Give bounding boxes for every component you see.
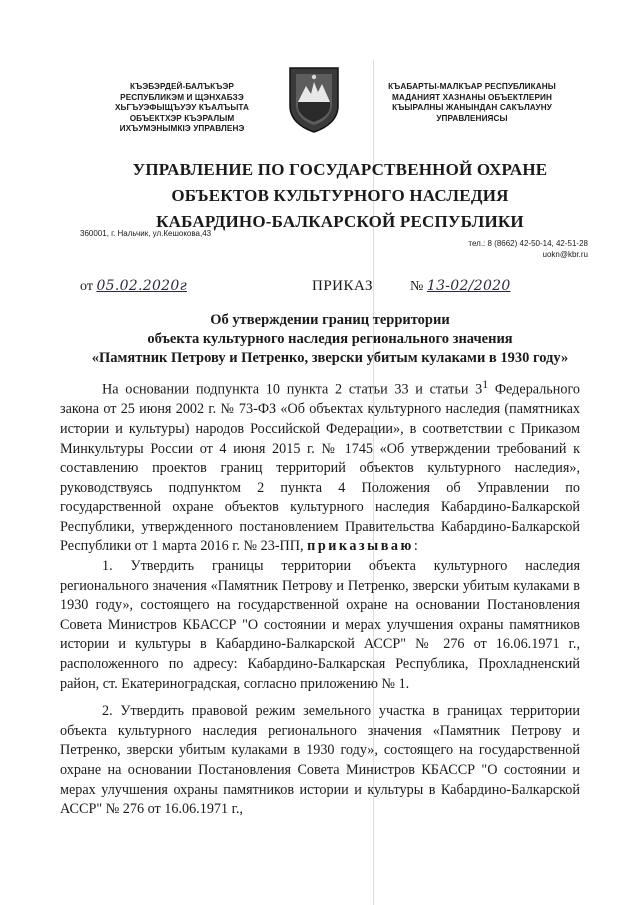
- document-title: [70, 311, 590, 368]
- org-line: ОБЪЕКТОВ КУЛЬТУРНОГО НАСЛЕДИЯ: [171, 186, 509, 205]
- header-right-line: КЪЫРАЛНЫ ЖАНЫНДАН САКЪЛАУНУ: [392, 103, 552, 112]
- order-date-field: [80, 278, 187, 295]
- title-line: «Памятник Петрову и Петренко, зверски убитым кулаками в 1930 году»: [91, 350, 569, 366]
- header-left-line: РЕСПУБЛИКЭМ И ЩЭНХАБЗЭ: [120, 92, 244, 102]
- order-date-handwritten: 05.02.2020г: [96, 278, 187, 294]
- header-left-line: ИХЪУМЭНЫМКIЭ УПРАВЛЕНЭ: [119, 124, 245, 133]
- paragraph-item-2: 2. Утвердить правовой режим земельного участка в границах территории объекта культурного наследия регионального значения «Памятник Петрову и Петренко, зверски убитым кулаками в 1930 году», состоящего на государственной охране на основании Постановления Совета Министров КБАССР "О состоянии и мерах улучшения охраны памятников истории и культуры в Кабардино-Балкарской АССР" № 276 от 16.06.1971 г.,: [60, 703, 580, 818]
- title-line: объекта культурного наследия регионального значения: [147, 331, 513, 347]
- header-left-line: ОБЪЕКТХЭР КЪЭРАЛЫМ: [129, 113, 235, 123]
- paragraph-item-1: 1. Утвердить границы территории объекта культурного наследия регионального значения «Памятник Петрову и Петренко, зверски убитым кулаками в 1930 году», состоящего на государственной охране на основании Постановления Совета Министров КБАССР "О состоянии и мерах улучшения охраны памятников истории и культуры в Кабардино-Балкарской АССР" № 276 от 16.06.1971 г., расположенного по адресу: Кабардино-Балкарская Республика, Прохладненский район, ст. Екатериноградская, согласно приложению № 1.: [60, 558, 580, 692]
- header-left-kabardian: [82, 82, 282, 135]
- order-date-prefix: от: [80, 279, 93, 294]
- header-right-balkar: [372, 82, 572, 124]
- order-word: приказываю: [307, 538, 414, 555]
- organization-name: [60, 157, 620, 235]
- preamble-superscript: 1: [482, 377, 489, 391]
- header-right-line: КЪАБАРТЫ-МАЛКЪАР РЕСПУБЛИКАНЫ: [388, 82, 556, 91]
- order-title: ПРИКАЗ: [312, 278, 373, 294]
- order-number-field: [410, 278, 511, 295]
- org-line: КАБАРДИНО-БАЛКАРСКОЙ РЕСПУБЛИКИ: [156, 212, 524, 231]
- org-line: УПРАВЛЕНИЕ ПО ГОСУДАРСТВЕННОЙ ОХРАНЕ: [132, 160, 548, 179]
- header-left-line: КЪЭБЭРДЕЙ-БАЛЪКЪЭР: [130, 82, 234, 91]
- header-right-line: МАДАНИЯТ ХАЗНАНЫ ОБЪЕКТЛЕРИН: [391, 92, 553, 102]
- phone: тел.: 8 (8662) 42-50-14, 42-51-28: [468, 239, 588, 248]
- contacts: [368, 238, 588, 260]
- coat-of-arms-icon: [284, 66, 344, 134]
- email: uokn@kbr.ru: [542, 250, 588, 259]
- document-body: [60, 375, 580, 820]
- order-number-handwritten: 13-02/2020: [426, 278, 511, 294]
- title-line: Об утверждении границ территории: [210, 312, 450, 328]
- preamble-text: На основании подпункта 10 пункта 2 статьи 33 и статьи 3: [102, 381, 483, 398]
- preamble-colon: :: [413, 538, 418, 555]
- order-header-row: [80, 273, 590, 301]
- header-right-line: УПРАВЛЕНИЯСЫ: [436, 113, 508, 123]
- header-left-line: ХЬГЪУЭФЫЩЪУЭУ КЪАЛЪЫТА: [114, 103, 250, 112]
- paragraph-preamble: [60, 375, 580, 557]
- address: 360001, г. Нальчик, ул.Кешокова,43: [80, 229, 212, 238]
- order-number-prefix: №: [410, 279, 424, 294]
- preamble-text-rest: Федерального закона от 25 июня 2002 г. № 73-ФЗ «Об объектах культурного наследия (памятниках истории и культуры) народов Российской Федерации», в соответствии с Приказом Минкультуры России от 4 июня 2015 г. № 1745 «Об утверждении требований к составлению проектов границ территорий объектов культурного наследия», руководствуясь подпунктом 2 пункта 4 Положения об Управлении по государственной охране объектов культурного наследия Кабардино-Балкарской Республики, утвержденного постановлением Правительства Кабардино-Балкарской Республики от 1 марта 2016 г. № 23-ПП,: [60, 381, 580, 555]
